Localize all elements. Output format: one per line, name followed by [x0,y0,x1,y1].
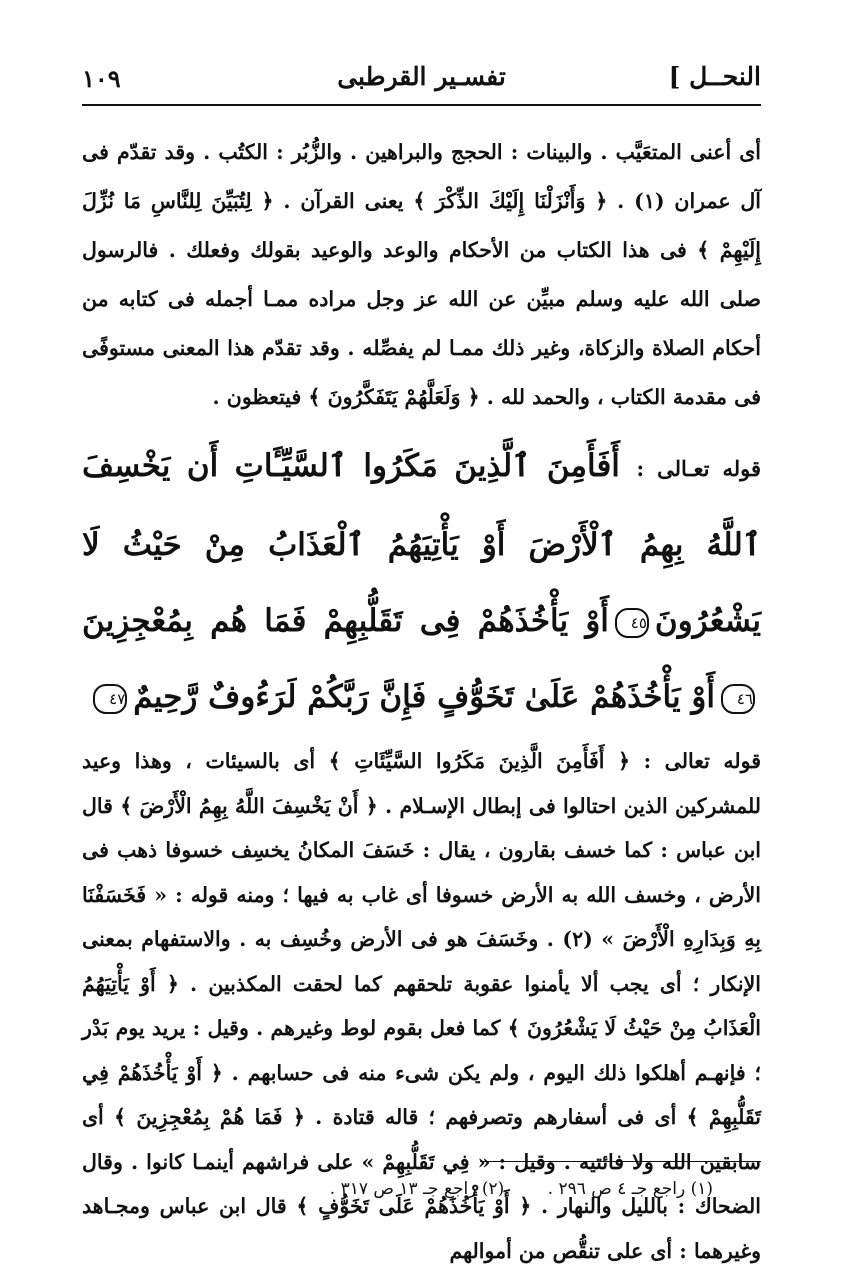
ayah-45-text: أَفَأَمِنَ ٱلَّذِينَ مَكَرُوا ٱلسَّيِّـَٔاتِ أَن يَخْسِفَ ٱللَّهُ بِهِمُ ٱلْأَرْضَ أَوْ يَأْتِيَهُمُ ٱلْعَذَابُ مِنْ حَيْثُ لَا يَشْعُرُونَ [82,448,761,639]
verse-intro: قوله تعـالى : [636,456,762,481]
ayah-number-marker: ٤٧ [93,684,127,714]
footnote-1: (١) راجع جـ ٤ ص ٢٩٦ . [547,1179,713,1199]
header-divider [82,104,761,106]
verse-text [82,428,761,735]
surah-name: النحــل ] [668,62,761,91]
intro-paragraph: أى أعنى المتعَيَّب . والبينات : الحجج والبراهين . والزُّبُر : الكتُب . وقد تقدّم فى آل عمران (١) . ﴿ وَأَنْزَلْنَا إِلَيْكَ الذِّكْرَ ﴾ يعنى القرآن . ﴿ لِتُبَيِّنَ لِلنَّاسِ مَا نُزِّلَ إِلَيْهِمْ ﴾ فى هذا الكتاب من الأحكام والوعد والوعيد بقولك وفعلك . فالرسول صلى الله عليه وسلم مبيِّن عن الله عز وجل مراده ممـا أجمله فى كتابه من أحكام الصلاة والزكاة، وغير ذلك ممـا لم يفصِّله . وقد تقدّم هذا المعنى مستوفًى فى مقدمة الكتاب ، والحمد لله . ﴿ وَلَعَلَّهُمْ يَتَفَكَّرُونَ ﴾ فيتعظون . [82,140,762,409]
ayah-number-marker: ٤٦ [721,684,755,714]
ayah-number-marker: ٤٥ [615,608,649,638]
footnote-2: (٢) راجع جـ ١٣ ص ٣١٧ . [329,1179,505,1199]
footnotes [82,1174,713,1204]
page-body [82,128,761,1273]
page-number: ١٠٩ [82,64,121,93]
ayah-46-text: أَوْ يَأْخُذَهُمْ فِى تَقَلُّبِهِمْ فَمَا هُم بِمُعْجِزِينَ [82,603,609,639]
commentary-paragraph: قوله تعالى : ﴿ أَفَأَمِنَ الَّذِينَ مَكَرُوا السَّيِّئَاتِ ﴾ أى بالسيئات ، وهذا وعيد للمشركين الذين احتالوا فى إبطال الإسـلام . ﴿ أَنْ يَخْسِفَ اللَّهُ بِهِمُ الْأَرْضَ ﴾ قال ابن عباس : كما خسف بقارون ، يقال : خَسَفَ المكانُ يخسِف خسوفا ذهب فى الأرض ، وخسف الله به الأرض خسوفا أى غاب به فيها ؛ ومنه قوله : « فَخَسَفْنَا بِهِ وَبِدَارِهِ الْأَرْضَ » (٢) . وخَسَفَ هو فى الأرض وخُسِف به . والاستفهام بمعنى الإنكار ؛ أى يجب ألا يأمنوا عقوبة تلحقهم كما لحقت المكذبين . ﴿ أَوْ يَأْتِيَهُمُ الْعَذَابُ مِنْ حَيْثُ لَا يَشْعُرُونَ ﴾ كما فعل بقوم لوط وغيرهم . وقيل : يريد يوم بَدْر ؛ فإنهـم أهلكوا ذلك اليوم ، ولم يكن شىء منه فى حسابهم . ﴿ أَوْ يَأْخُذَهُمْ فِي تَقَلُّبِهِمْ ﴾ أى فى أسفارهم وتصرفهم ؛ قاله قتادة . ﴿ فَمَا هُمْ بِمُعْجِزِينَ ﴾ أى سابقين الله ولا فائتيه . وقيل : « فِي تَقَلُّبِهِمْ » على فراشهم أينمـا كانوا . وقال الضحاك : بالليل والنهار . ﴿ أَوْ يَأْخُذَهُمْ عَلَى تَخَوُّفٍ ﴾ قال ابن عباس ومجـاهد وغيرهما : أى على تنقُّص من أموالهم [82,749,761,1263]
quran-verse-block [82,428,761,735]
book-title: تفسـير القرطبى [337,62,506,91]
footnote-divider [480,1161,761,1162]
ayah-47-text: أَوْ يَأْخُذَهُمْ عَلَىٰ تَخَوُّفٍ فَإِنَّ رَبَّكُمْ لَرَءُوفٌ رَّحِيمٌ [133,679,715,715]
page-header [82,58,761,102]
